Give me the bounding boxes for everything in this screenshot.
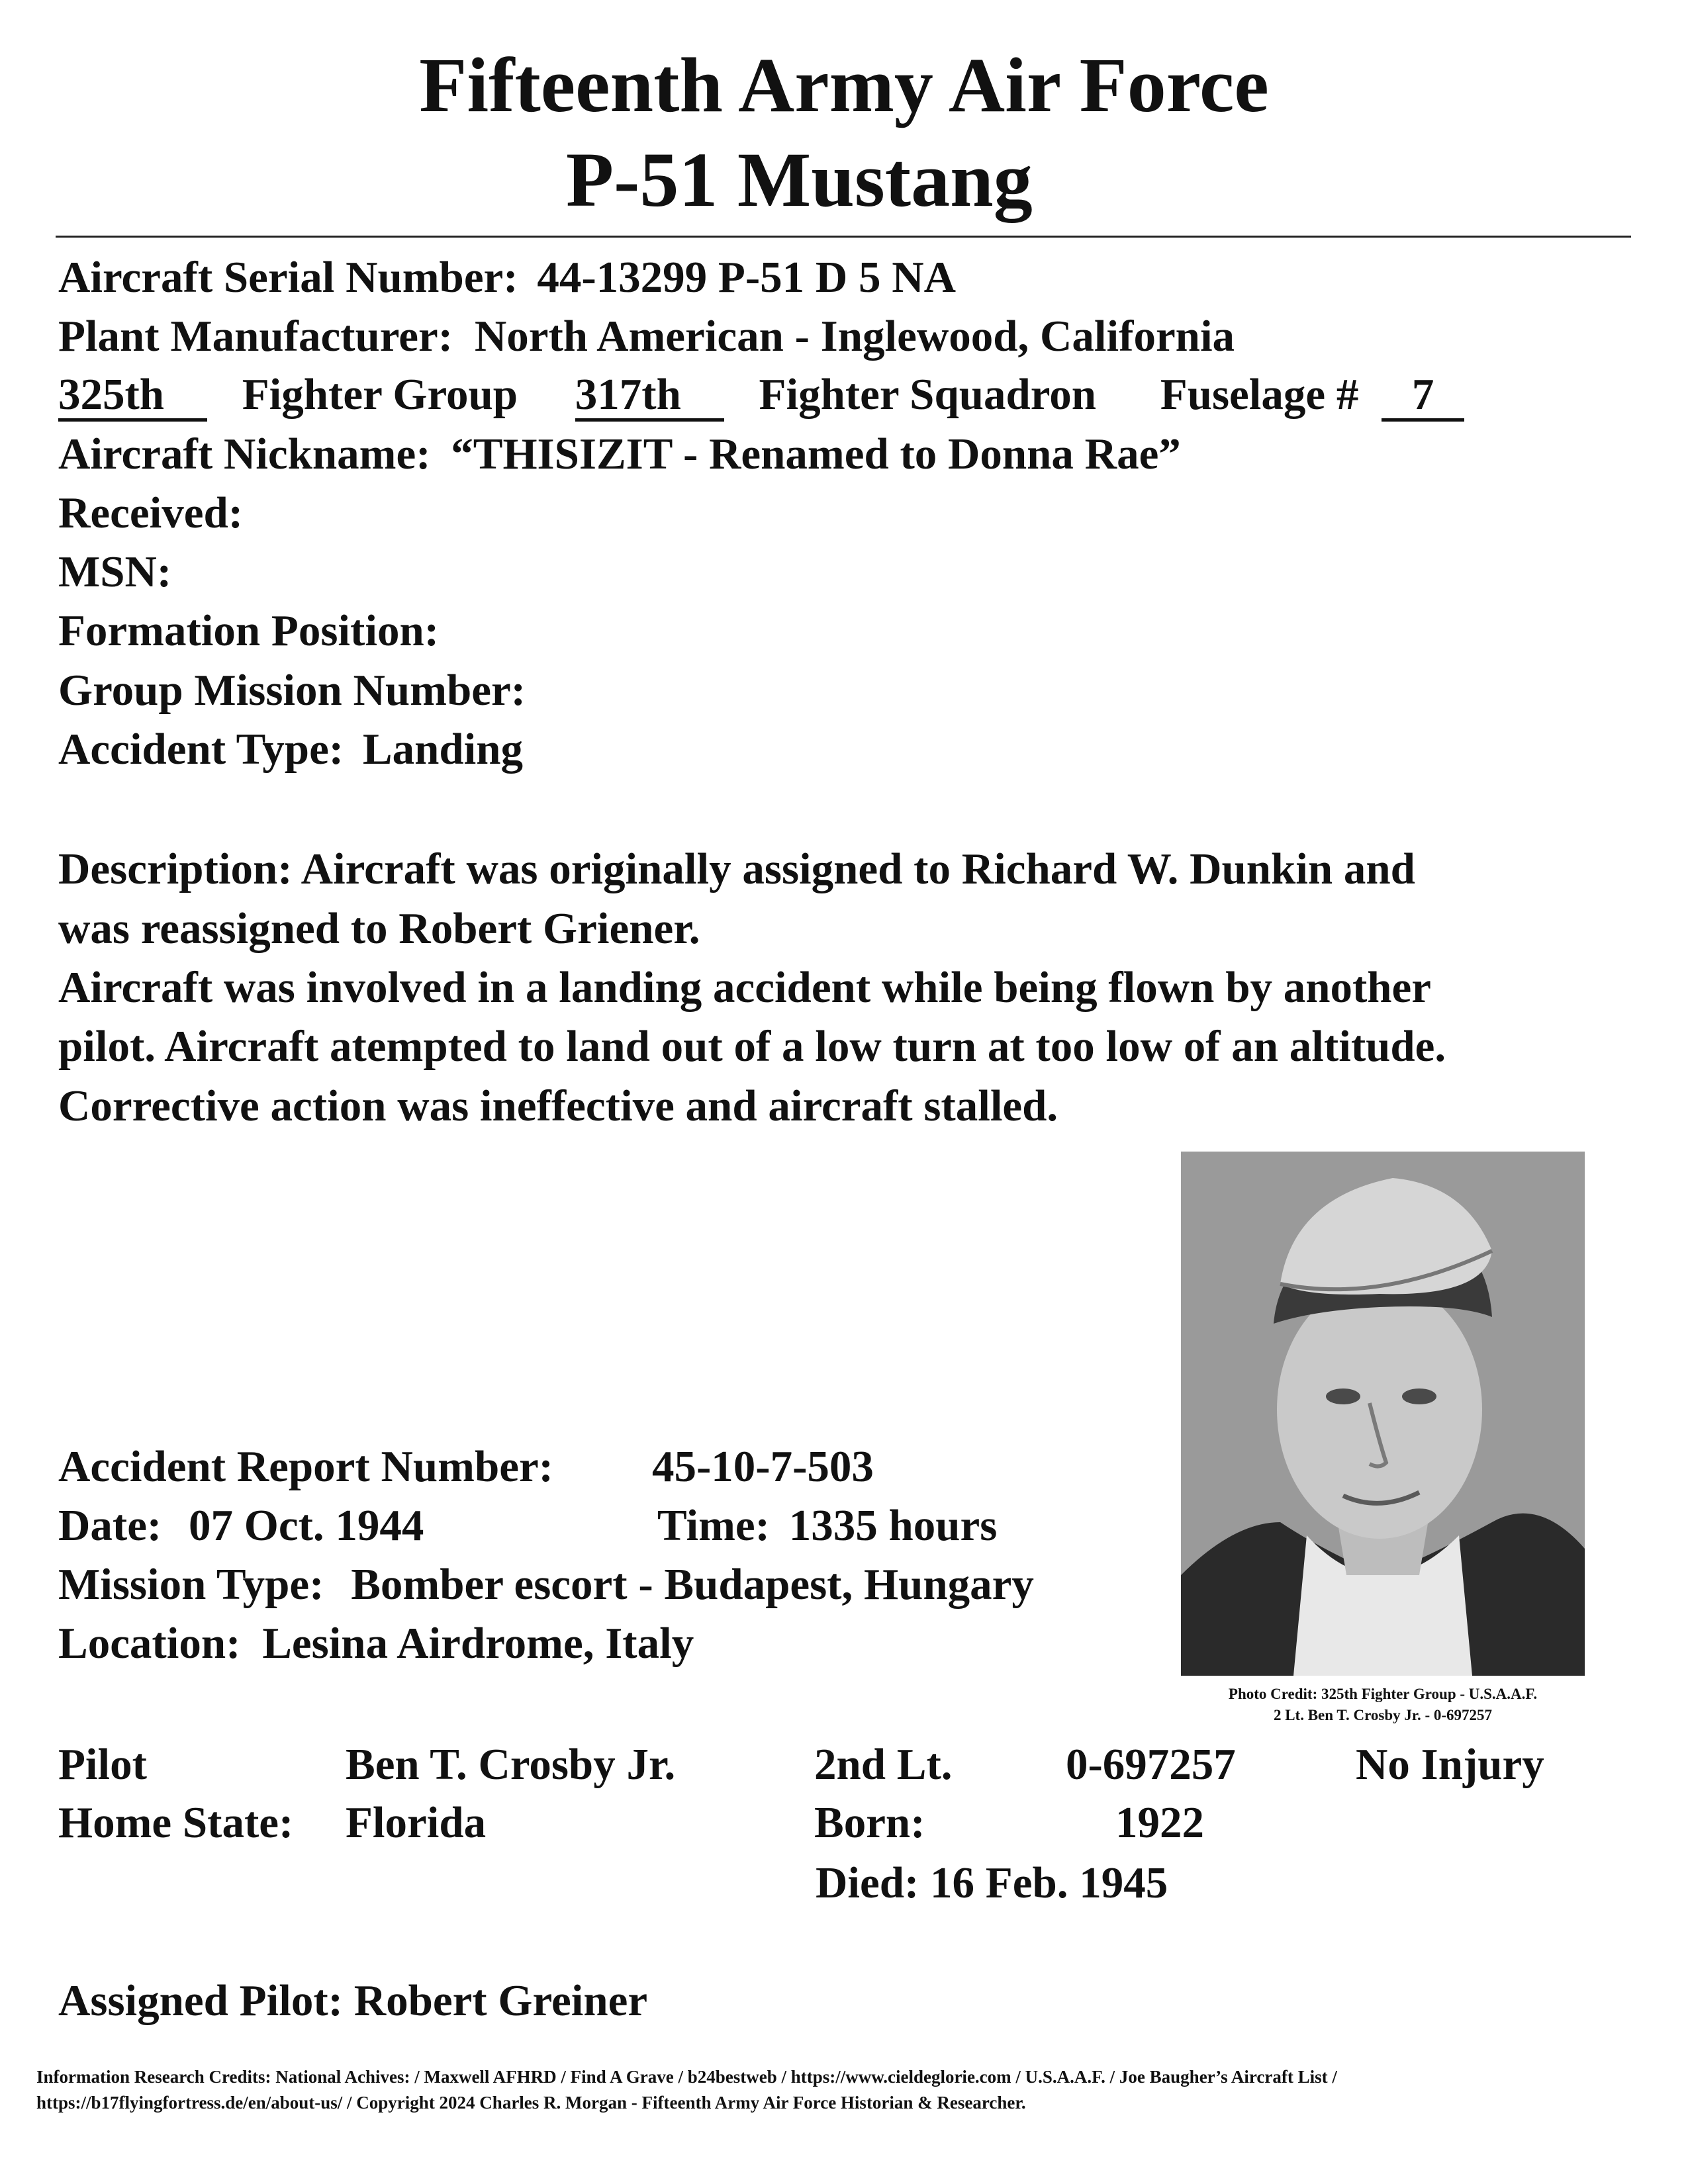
description-line: pilot. Aircraft atempted to land out of a low turn at too low of an altitude. bbox=[58, 1022, 1446, 1071]
died-text: Died: 16 Feb. 1945 bbox=[816, 1858, 1168, 1907]
serial-label: Aircraft Serial Number: bbox=[58, 253, 518, 302]
pilot-name: Ben T. Crosby Jr. bbox=[346, 1740, 676, 1789]
location-label: Location: bbox=[58, 1619, 241, 1668]
mission-type-label: Mission Type: bbox=[58, 1560, 324, 1609]
date-label: Date: bbox=[58, 1501, 162, 1550]
description-line: Description: Aircraft was originally assigned to Richard W. Dunkin and bbox=[58, 844, 1415, 893]
nickname-label: Aircraft Nickname: bbox=[58, 430, 431, 478]
location-value: Lesina Airdrome, Italy bbox=[262, 1619, 694, 1668]
mission-type-row bbox=[58, 1560, 1034, 1609]
date-value: 07 Oct. 1944 bbox=[189, 1501, 424, 1550]
assigned-pilot: Assigned Pilot: Robert Greiner bbox=[58, 1976, 648, 2025]
description-line: was reassigned to Robert Griener. bbox=[58, 904, 700, 953]
photo-credit: Photo Credit: 325th Fighter Group - U.S.A.A.F. bbox=[1228, 1686, 1538, 1702]
photo-caption: 2 Lt. Ben T. Crosby Jr. - 0-697257 bbox=[1273, 1707, 1493, 1723]
unit-row bbox=[58, 370, 1464, 422]
group-mission-label: Group Mission Number: bbox=[58, 666, 526, 715]
squadron-label: Fighter Squadron bbox=[759, 370, 1097, 419]
pilot-service-number: 0-697257 bbox=[1066, 1740, 1236, 1789]
manufacturer-row bbox=[58, 314, 1235, 359]
fuselage-value: 7 bbox=[1382, 373, 1464, 422]
home-state-label: Home State: bbox=[58, 1798, 294, 1847]
manufacturer-value: North American - Inglewood, California bbox=[474, 312, 1235, 361]
received-label: Received: bbox=[58, 488, 244, 537]
serial-row bbox=[58, 255, 956, 300]
nickname-row bbox=[58, 432, 1181, 477]
pilot-photo bbox=[1181, 1152, 1585, 1676]
msn-label: MSN: bbox=[58, 547, 172, 596]
description-line: Corrective action was ineffective and aircraft stalled. bbox=[58, 1081, 1058, 1130]
formation-position-label: Formation Position: bbox=[58, 606, 440, 655]
fuselage-label: Fuselage # bbox=[1160, 370, 1359, 419]
manufacturer-label: Plant Manufacturer: bbox=[58, 312, 453, 361]
pilot-status: No Injury bbox=[1356, 1740, 1544, 1789]
group-number: 325th bbox=[58, 373, 207, 422]
page-subtitle: P-51 Mustang bbox=[566, 136, 1033, 223]
date-row bbox=[58, 1501, 424, 1550]
time-row bbox=[657, 1501, 998, 1550]
pilot-rank: 2nd Lt. bbox=[814, 1740, 953, 1789]
location-row bbox=[58, 1621, 694, 1666]
accident-type-label: Accident Type: bbox=[58, 725, 344, 774]
pilot-label: Pilot bbox=[58, 1740, 147, 1789]
home-state-value: Florida bbox=[346, 1798, 487, 1847]
time-value: 1335 hours bbox=[788, 1501, 998, 1550]
pilot-portrait-image bbox=[1181, 1152, 1585, 1676]
accident-type-row bbox=[58, 727, 523, 772]
squadron-number: 317th bbox=[575, 373, 724, 422]
born-label: Born: bbox=[814, 1798, 925, 1847]
header-divider bbox=[56, 236, 1631, 238]
page-title: Fifteenth Army Air Force bbox=[419, 42, 1269, 128]
description-line: Aircraft was involved in a landing accident while being flown by another bbox=[58, 963, 1432, 1012]
nickname-value: “THISIZIT - Renamed to Donna Rae” bbox=[451, 430, 1181, 478]
time-label: Time: bbox=[657, 1501, 770, 1550]
research-credits: Information Research Credits: National Achives: / Maxwell AFHRD / Find A Grave / b24bestweb / https://www.cieldeglorie.com / U.S.A.A.F. / Joe Baugher’s Aircraft List / bbox=[36, 2067, 1337, 2087]
copyright-line: https://b17flyingfortress.de/en/about-us/ / Copyright 2024 Charles R. Morgan - Fifteenth Army Air Force Historian & Researcher. bbox=[36, 2093, 1026, 2113]
mission-type-value: Bomber escort - Budapest, Hungary bbox=[351, 1560, 1034, 1609]
accident-type-value: Landing bbox=[362, 725, 523, 774]
born-value: 1922 bbox=[1115, 1798, 1204, 1847]
serial-value: 44-13299 P-51 D 5 NA bbox=[537, 253, 957, 302]
report-number-value: 45-10-7-503 bbox=[652, 1442, 874, 1491]
group-label: Fighter Group bbox=[242, 370, 518, 419]
report-number-label: Accident Report Number: bbox=[58, 1442, 553, 1491]
